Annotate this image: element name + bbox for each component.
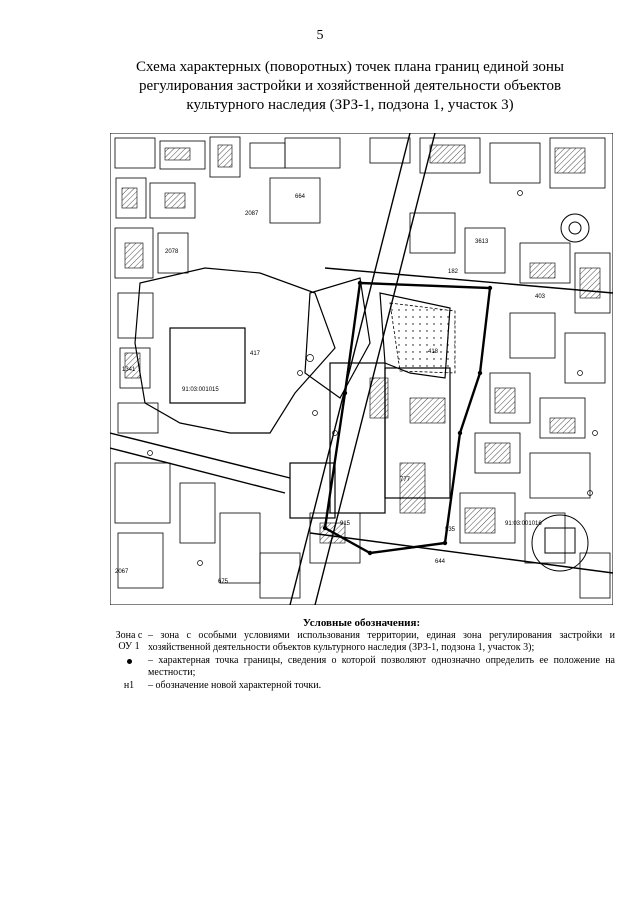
legend-zone-symbol: [110, 630, 148, 652]
legend-zone-text: – зона с особыми условиями использования территории, единая зона регулирования застройки и хозяйственной деятельности объектов культурного наследия (ЗРЗ-1, подзона 1, участок 3);: [148, 630, 615, 653]
legend-point-symbol: [110, 655, 148, 667]
page-number: 5: [316, 28, 324, 43]
lot-label: 2087: [245, 211, 259, 217]
legend-item-zone: [110, 630, 615, 654]
lot-label: 417: [250, 351, 261, 357]
lot-label: 644: [435, 559, 446, 565]
lot-label: 3613: [475, 239, 489, 245]
legend-item-point: [110, 655, 615, 679]
legend-new-point-symbol: н1: [123, 680, 135, 691]
title-line: регулирования застройки и хозяйственной деятельности объектов: [138, 78, 562, 94]
legend-zone-symbol-line: Зона с: [115, 630, 143, 641]
lot-label: 418: [428, 349, 439, 355]
lot-label: 182: [448, 269, 459, 275]
legend-item-new-point: [110, 680, 615, 692]
dot-icon: [127, 659, 132, 664]
lot-label: 535: [445, 527, 456, 533]
legend: [110, 630, 615, 693]
legend-new-point-text: – обозначение новой характерной точки.: [148, 680, 322, 691]
cad-block-label: 91:03:001015: [182, 387, 219, 393]
title-line: культурного наследия (ЗРЗ-1, подзона 1, участок 3): [186, 97, 514, 113]
legend-zone-symbol-line: ОУ 1: [118, 641, 140, 652]
cadastral-map: [110, 133, 613, 605]
title-line: Схема характерных (поворотных) точек плана границ единой зоны: [136, 59, 564, 75]
lot-label: 664: [295, 194, 306, 200]
legend-title: Условные обозначения:: [302, 617, 421, 629]
lot-label: 777: [400, 477, 411, 483]
lot-label: 2078: [165, 249, 179, 255]
map-open-square: [390, 303, 455, 373]
cad-block-label: 91:03:001016: [505, 521, 542, 527]
document-title: [120, 58, 580, 115]
lot-label: 915: [340, 521, 351, 527]
legend-point-text: – характерная точка границы, сведения о которой позволяют однозначно определить ее положение на местности;: [148, 655, 615, 678]
lot-label: 1341: [122, 367, 136, 373]
lot-label: 2067: [115, 569, 129, 575]
lot-label: 403: [535, 294, 546, 300]
lot-label: 675: [218, 579, 229, 585]
